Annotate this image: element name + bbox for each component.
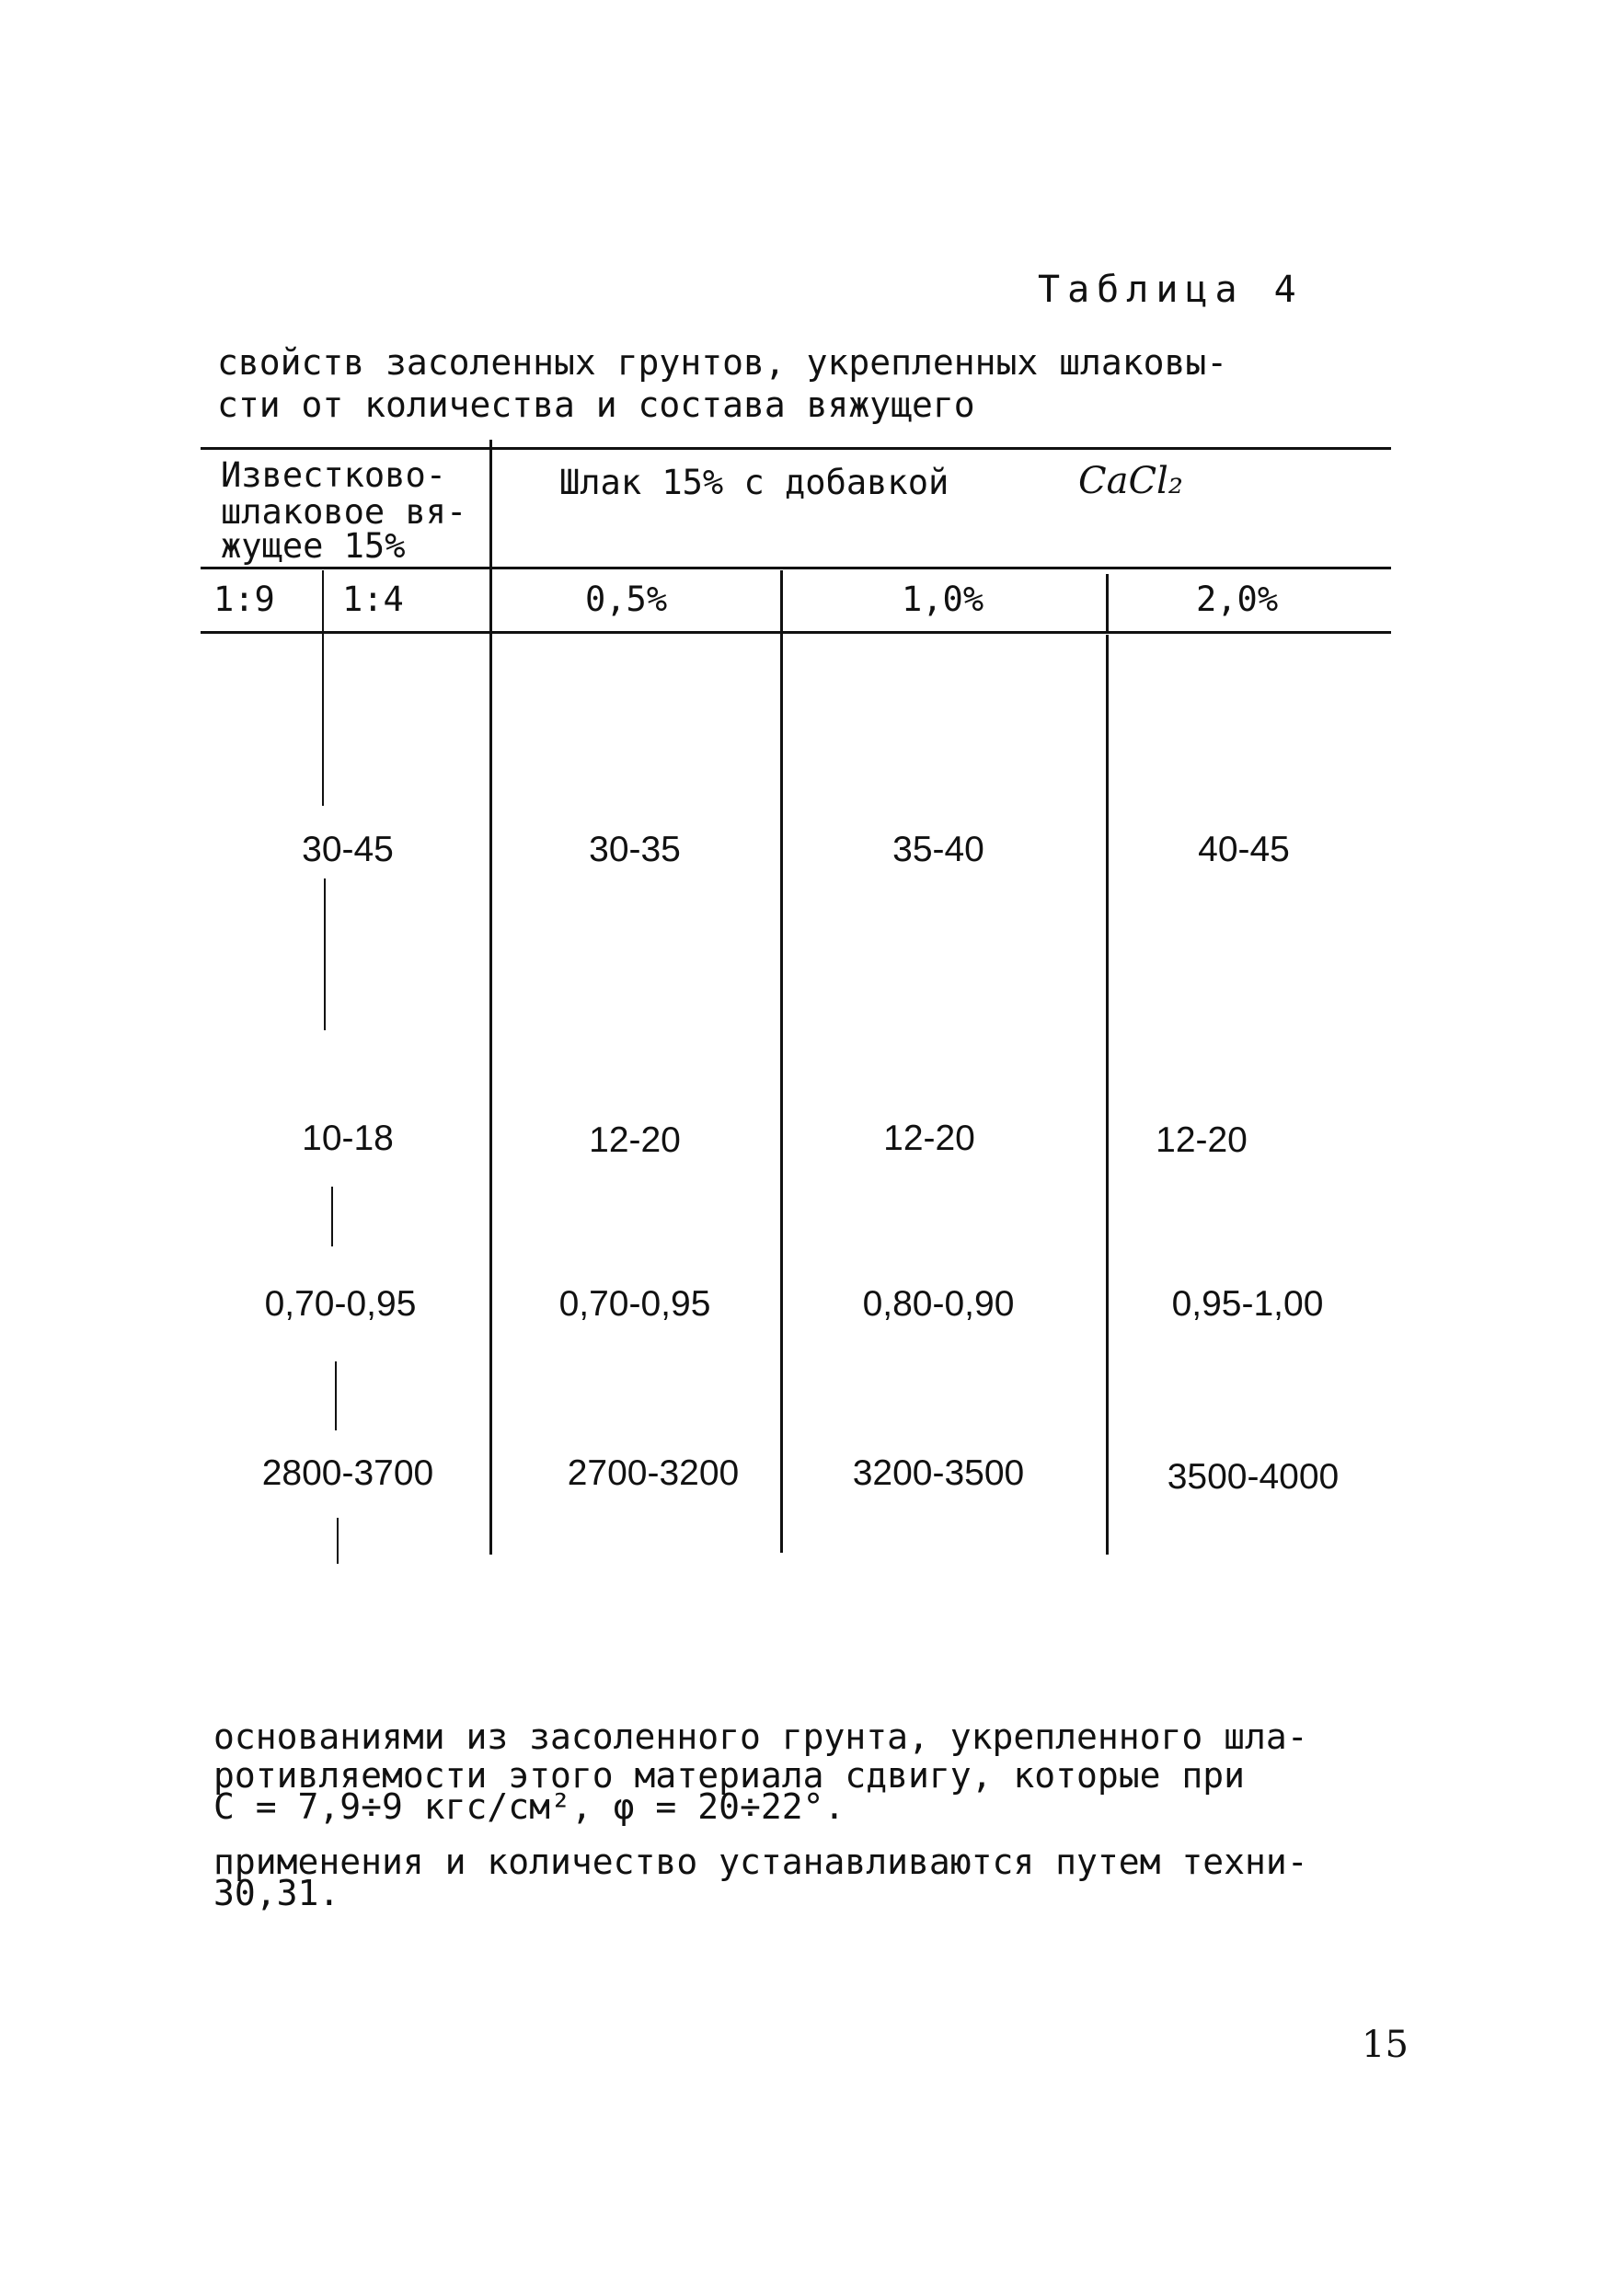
table-cell: 0,70-0,95 [558,1284,711,1324]
table-caption-line-2: сти от количества и состава вяжущего [217,385,975,425]
header-slag-with-additive: Шлак 15% с добавкой [559,463,949,502]
body-text-line-2: ротивляемости этого материала сдвигу, которые при [213,1755,1246,1796]
subheader-ratio-1-4: 1:4 [342,580,404,619]
body-text-line-4: применения и количество устанавливаются путем техни- [213,1842,1308,1882]
table-cell: 35-40 [892,830,984,869]
subheader-rule [201,631,1391,634]
column-divider-1-0-top [1106,574,1109,633]
column-divider-1-9-seg3 [331,1187,333,1246]
subheader-additive-0-5: 0,5% [585,580,668,619]
header-lime-slag-binder-line-2: шлаковое вя- [221,492,467,532]
table-cell: 30-45 [302,830,394,869]
column-divider-1-9-seg4 [335,1361,337,1430]
column-divider-1-9-seg2 [324,878,326,1030]
table-cell: 12-20 [1156,1120,1248,1160]
header-additive-formula: CaCl₂ [1078,460,1183,502]
table-cell: 10-18 [302,1119,394,1158]
column-divider-0-5 [780,570,783,1553]
column-divider-1-9-seg5 [337,1518,339,1564]
table-cell: 2800-3700 [261,1453,434,1493]
header-lime-slag-binder-line-1: Известково- [221,455,447,495]
table-top-rule [201,447,1391,450]
body-text-line-5: 30,31. [213,1873,340,1913]
table-cell: 3200-3500 [852,1453,1025,1493]
table-cell: 0,80-0,90 [862,1284,1015,1324]
body-text-line-1: основаниями из засоленного грунта, укрепленного шла- [213,1716,1308,1757]
table-cell: 12-20 [589,1120,681,1160]
table-cell: 40-45 [1198,830,1290,869]
column-divider-lime-slag [489,440,492,1555]
table-cell: 12-20 [883,1119,975,1158]
table-cell: 0,95-1,00 [1171,1284,1324,1324]
subheader-additive-2-0: 2,0% [1196,580,1279,619]
table-cell: 0,70-0,95 [264,1284,417,1324]
subheader-additive-1-0: 1,0% [902,580,984,619]
column-divider-1-9 [322,570,324,806]
table-cell: 2700-3200 [567,1453,740,1493]
header-rule [201,567,1391,569]
table-caption-line-1: свойств засоленных грунтов, укрепленных шлаковы- [217,342,1228,383]
column-divider-1-0 [1106,635,1109,1555]
table-label: Таблица 4 [1038,269,1304,311]
subheader-ratio-1-9: 1:9 [213,580,275,619]
body-text-line-3: C = 7,9÷9 кгс/см², φ = 20÷22°. [213,1786,846,1827]
table-cell: 3500-4000 [1167,1457,1340,1497]
page-number: 15 [1362,2024,1409,2066]
table-cell: 30-35 [589,830,681,869]
header-lime-slag-binder-line-3: жущее 15% [221,526,406,566]
